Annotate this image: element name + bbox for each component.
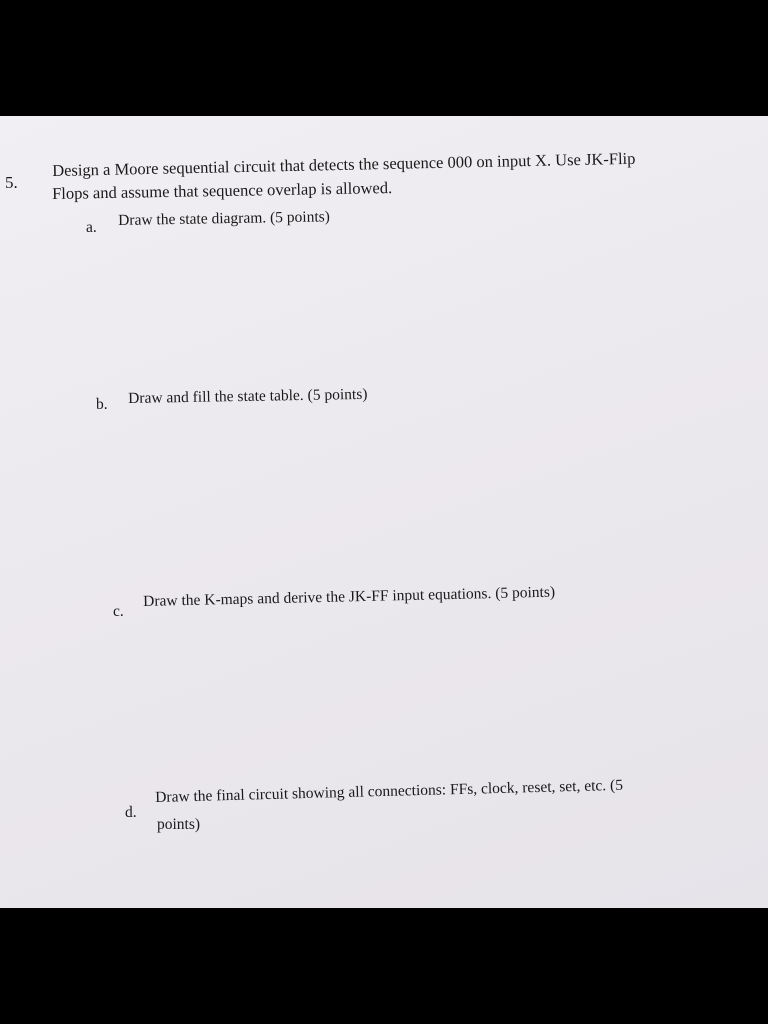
part-a-label: a.: [86, 219, 97, 236]
exam-paper: [0, 116, 768, 908]
part-d-text-line-2: points): [157, 816, 201, 833]
part-b-text: Draw and fill the state table. (5 points): [128, 385, 368, 407]
question-text-line-2: Flops and assume that sequence overlap is allowed.: [52, 178, 393, 203]
part-d-text-line-1: Draw the final circuit showing all connections: FFs, clock, reset, set, etc. (5: [155, 776, 624, 806]
question-number: 5.: [5, 173, 18, 192]
part-b-label: b.: [96, 396, 108, 413]
part-c-text: Draw the K-maps and derive the JK-FF input equations. (5 points): [143, 583, 556, 610]
part-c-label: c.: [113, 603, 124, 620]
question-text-line-1: Design a Moore sequential circuit that detects the sequence 000 on input X. Use JK-Flip: [52, 148, 636, 180]
part-a-text: Draw the state diagram. (5 points): [118, 208, 331, 229]
part-d-label: d.: [125, 804, 137, 821]
